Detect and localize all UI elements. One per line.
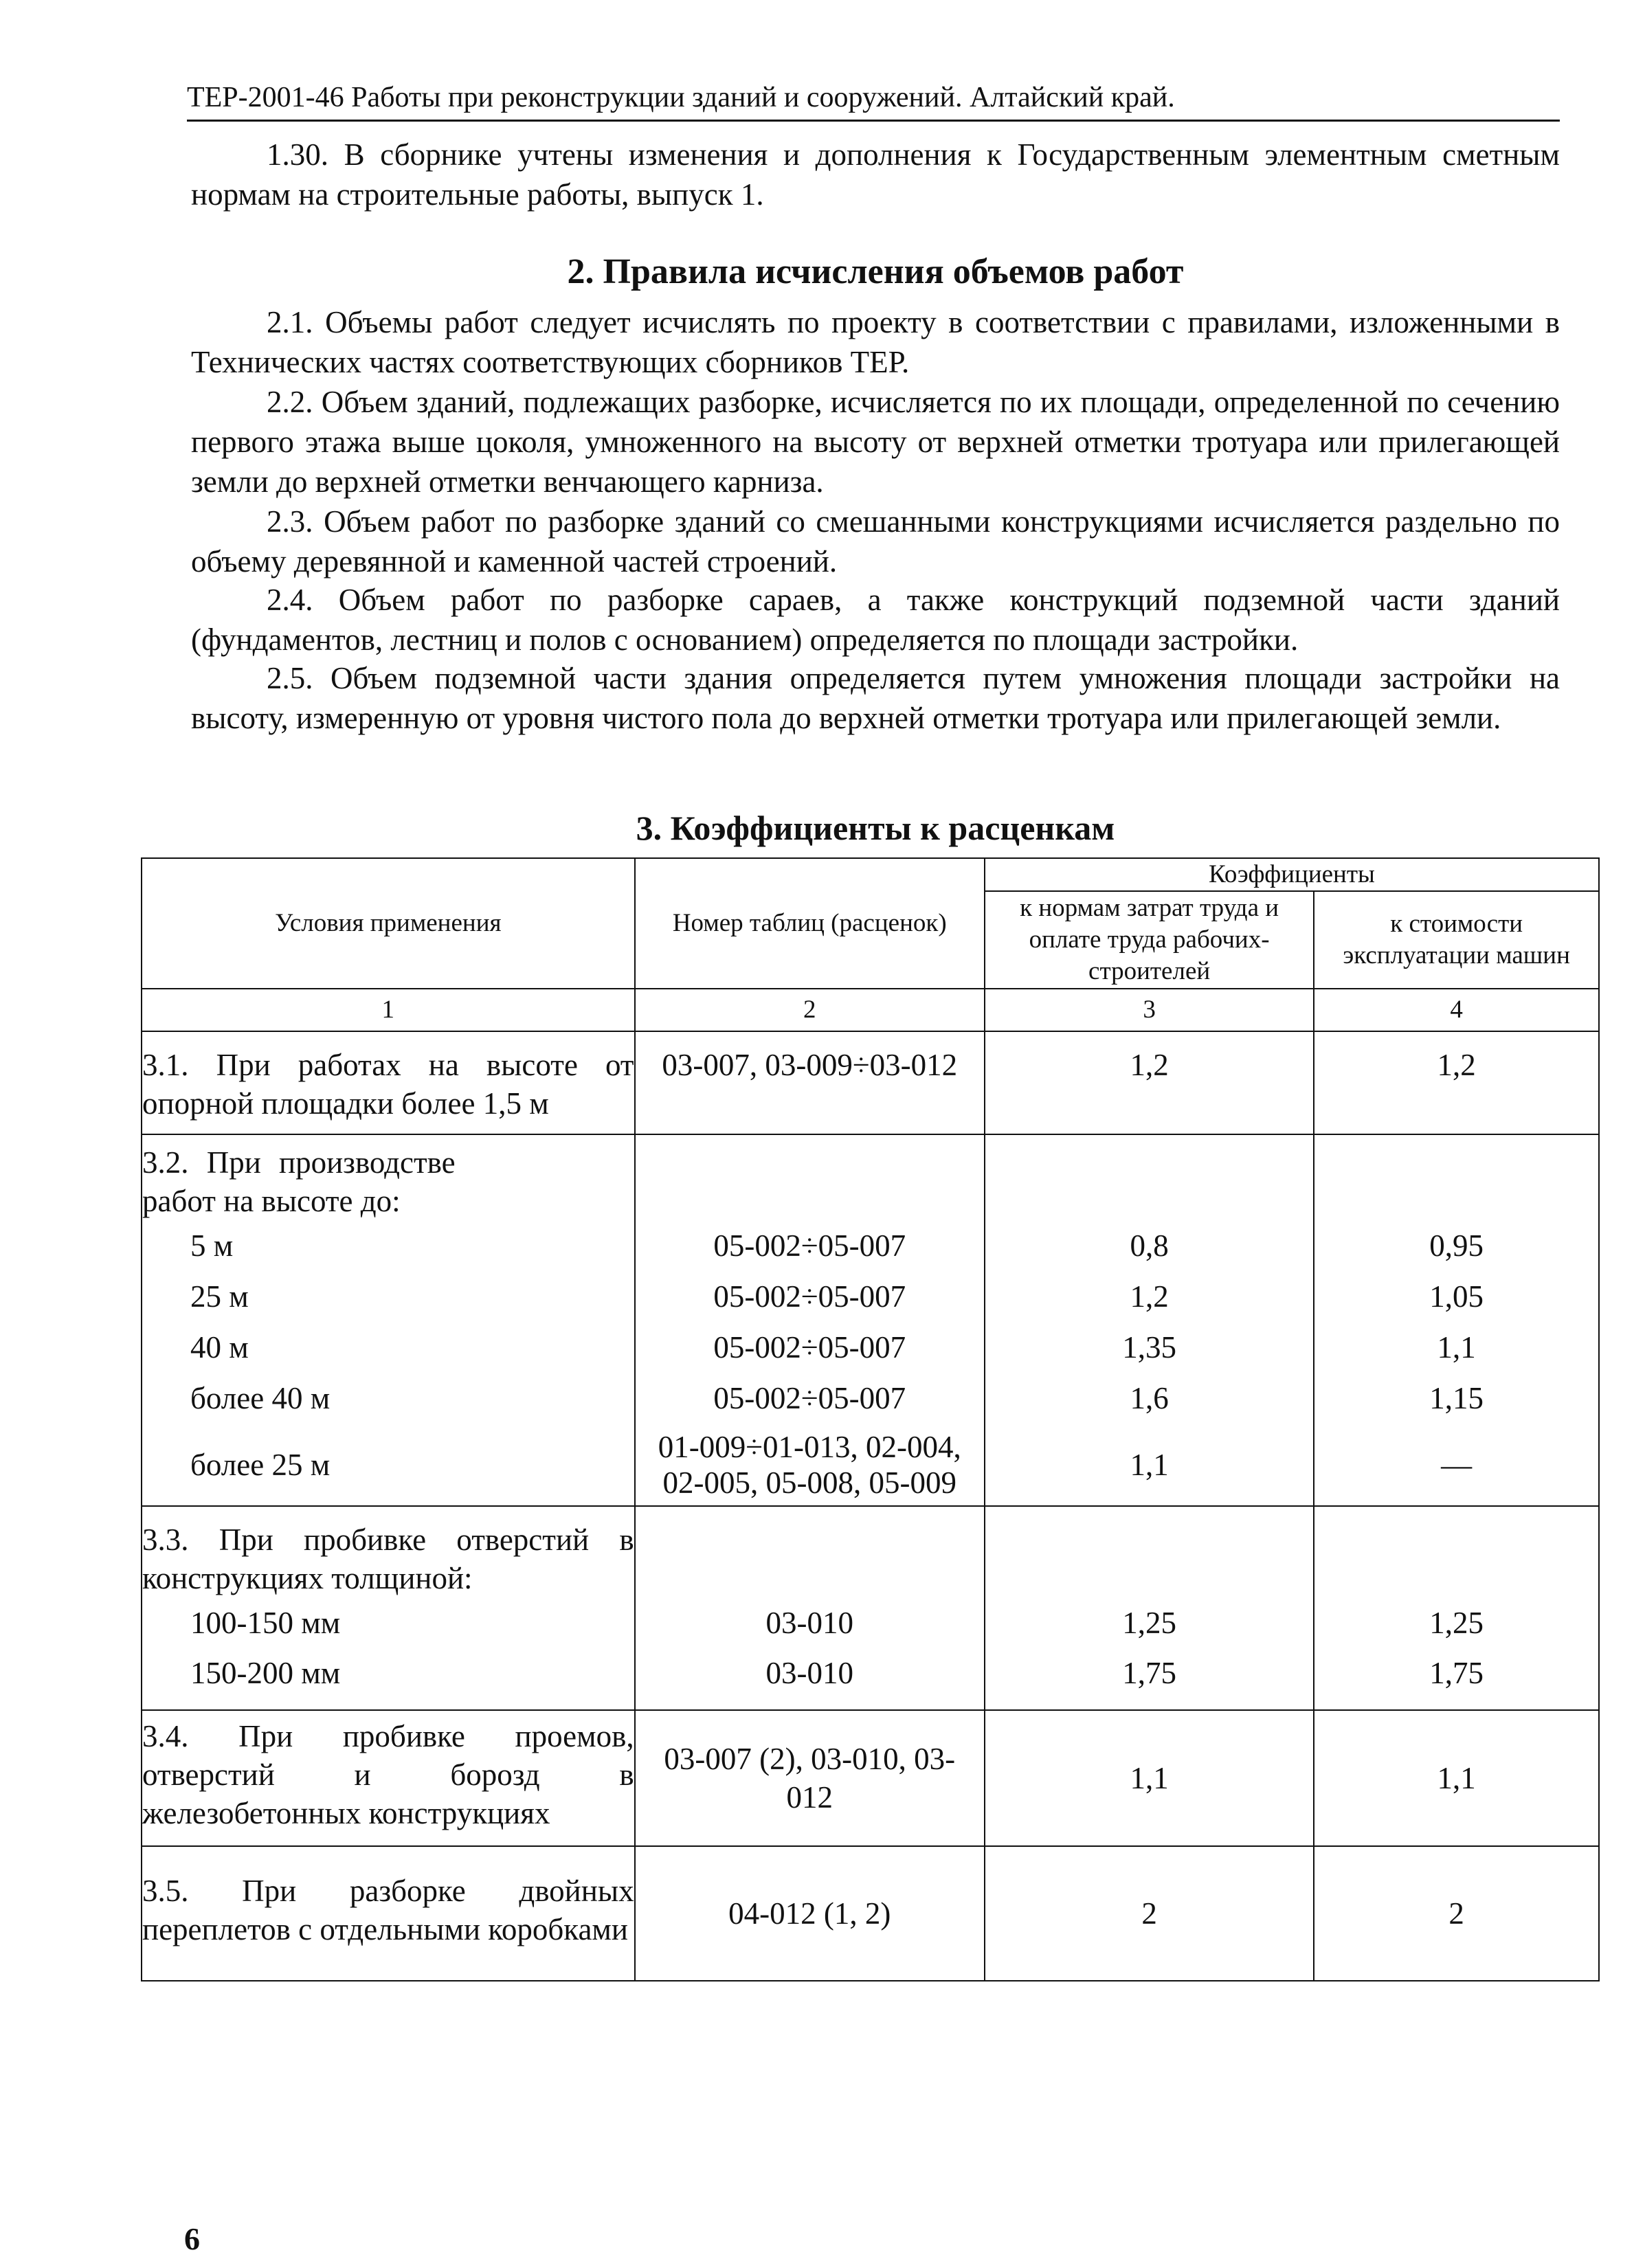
machine-coef-3-4: 1,1 xyxy=(1314,1710,1599,1846)
section-3-title: 3. Коэффициенты к расценкам xyxy=(636,809,1115,847)
height-over-40m-machines: 1,15 xyxy=(1314,1373,1599,1424)
thickness-150-200-machines: 1,75 xyxy=(1314,1648,1599,1710)
height-over-40m-labor: 1,6 xyxy=(985,1373,1314,1424)
height-40m-machines: 1,1 xyxy=(1314,1322,1599,1373)
rule-2-1: 2.1. Объемы работ следует исчислять по проекту в соответствии с правилами, изложенными в Технических частях соответствующих сборников ТЕР. xyxy=(191,305,1560,379)
table-numbers-3-1: 03-007, 03-009÷03-012 xyxy=(635,1031,985,1134)
labor-coef-3-5: 2 xyxy=(985,1846,1314,1981)
page-number: 6 xyxy=(184,2221,200,2256)
thickness-100-150-machines: 1,25 xyxy=(1314,1597,1599,1648)
height-over-25m-label: более 25 м xyxy=(142,1424,635,1506)
rule-2-4: 2.4. Объем работ по разборке сараев, а также конструкций подземной части зданий (фундаментов, лестниц и полов с основанием) определяется по площади застройки. xyxy=(191,583,1560,657)
section-2-title: 2. Правила исчисления объемов работ xyxy=(567,252,1184,291)
height-25m-tables: 05-002÷05-007 xyxy=(635,1271,985,1322)
column-number: 3 xyxy=(985,989,1314,1031)
thickness-100-150-label: 100-150 мм xyxy=(142,1597,635,1648)
condition-3-5: 3.5. При разборке двойных переплетов с отдельными коробками xyxy=(142,1846,635,1981)
page-header: ТЕР-2001-46 Работы при реконструкции зданий и сооружений. Алтайский край. xyxy=(187,81,1560,122)
coefficients-table xyxy=(141,857,1600,1981)
height-40m-label: 40 м xyxy=(142,1322,635,1373)
labor-coef-3-1: 1,2 xyxy=(985,1031,1314,1134)
machine-coef-3-1: 1,2 xyxy=(1314,1031,1599,1134)
height-40m-tables: 05-002÷05-007 xyxy=(635,1322,985,1373)
height-5m-labor: 0,8 xyxy=(985,1220,1314,1271)
table-numbers-3-5: 04-012 (1, 2) xyxy=(635,1846,985,1981)
thickness-100-150-tables: 03-010 xyxy=(635,1597,985,1648)
header-conditions: Условия применения xyxy=(142,858,635,989)
header-table-numbers: Номер таблиц (расценок) xyxy=(635,858,985,989)
labor-coef-3-4: 1,1 xyxy=(985,1710,1314,1846)
header-machines: к стоимости эксплуатации машин xyxy=(1314,891,1599,989)
height-25m-label: 25 м xyxy=(142,1271,635,1322)
height-40m-labor: 1,35 xyxy=(985,1322,1314,1373)
header-labor: к нормам затрат труда и оплате труда рабочих-строителей xyxy=(985,891,1314,989)
header-coefficients: Коэффициенты xyxy=(985,858,1599,891)
thickness-150-200-labor: 1,75 xyxy=(985,1648,1314,1710)
height-over-40m-tables: 05-002÷05-007 xyxy=(635,1373,985,1424)
column-number: 1 xyxy=(142,989,635,1031)
table-numbers-3-4: 03-007 (2), 03-010, 03-012 xyxy=(635,1710,985,1846)
condition-3-4: 3.4. При пробивке проемов, отверстий и борозд в железобетонных конструкциях xyxy=(142,1710,635,1846)
rule-2-5: 2.5. Объем подземной части здания определяется путем умножения площади застройки на высоту, измеренную от уровня чистого пола до верхней отметки тротуара или прилегающей земли. xyxy=(191,661,1560,735)
height-over-25m-labor: 1,1 xyxy=(985,1424,1314,1506)
height-25m-machines: 1,05 xyxy=(1314,1271,1599,1322)
height-5m-label: 5 м xyxy=(142,1220,635,1271)
height-over-25m-tables: 01-009÷01-013, 02-004, 02-005, 05-008, 05-009 xyxy=(635,1424,985,1506)
column-number: 4 xyxy=(1314,989,1599,1031)
condition-3-3: 3.3. При пробивке отверстий в конструкциях толщиной: xyxy=(142,1506,635,1597)
condition-3-1: 3.1. При работах на высоте от опорной площадки более 1,5 м xyxy=(142,1031,635,1134)
rule-2-2: 2.2. Объем зданий, подлежащих разборке, исчисляется по их площади, определенной по сечению первого этажа выше цоколя, умноженного на высоту от верхней отметки тротуара или прилегающей земли до верхней отметки венчающего карниза. xyxy=(191,385,1560,499)
height-over-40m-label: более 40 м xyxy=(142,1373,635,1424)
column-number: 2 xyxy=(635,989,985,1031)
machine-coef-3-5: 2 xyxy=(1314,1846,1599,1981)
height-over-25m-machines: — xyxy=(1314,1424,1599,1506)
thickness-150-200-tables: 03-010 xyxy=(635,1648,985,1710)
intro-paragraph: 1.30. В сборнике учтены изменения и дополнения к Государственным элементным сметным нормам на строительные работы, выпуск 1. xyxy=(191,137,1560,212)
height-5m-machines: 0,95 xyxy=(1314,1220,1599,1271)
thickness-150-200-label: 150-200 мм xyxy=(142,1648,635,1710)
rule-2-3: 2.3. Объем работ по разборке зданий со смешанными конструкциями исчисляется раздельно по объему деревянной и каменной частей строений. xyxy=(191,504,1560,579)
condition-3-2: 3.2. При производстве работ на высоте до: xyxy=(142,1134,635,1220)
height-25m-labor: 1,2 xyxy=(985,1271,1314,1322)
thickness-100-150-labor: 1,25 xyxy=(985,1597,1314,1648)
height-5m-tables: 05-002÷05-007 xyxy=(635,1220,985,1271)
